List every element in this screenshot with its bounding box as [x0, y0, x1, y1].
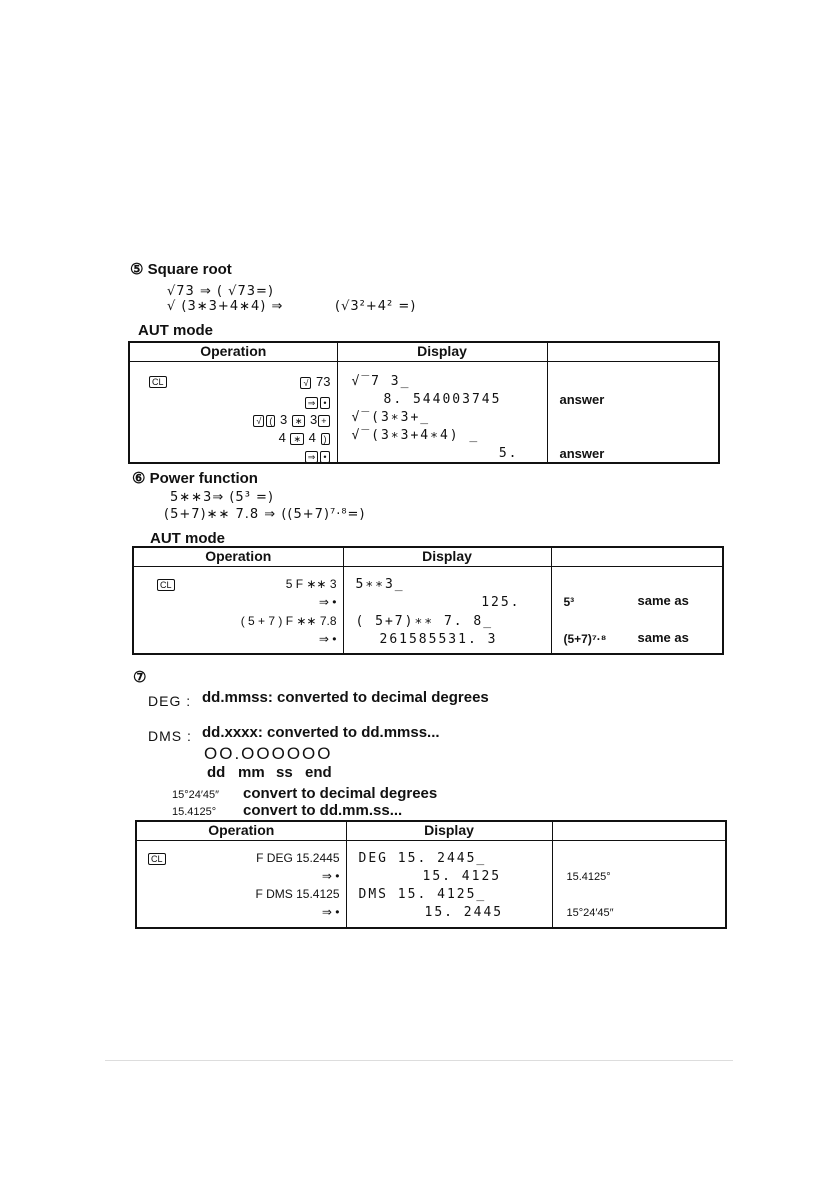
- multiply-key: ∗: [292, 415, 306, 427]
- op-row-2: ⇒ •: [321, 869, 340, 883]
- display-row-4: 261585531. 3: [379, 632, 498, 647]
- op-value: 4: [278, 430, 286, 445]
- display-row-2: 8. 544003745: [383, 392, 502, 407]
- display-row-3: DMS 15. 4125_: [358, 887, 487, 902]
- pattern-dd: dd: [207, 764, 226, 781]
- note-same-as-1: same as: [637, 593, 689, 608]
- deg-text: dd.mmss: converted to decimal degrees: [202, 689, 489, 706]
- display-row-3: ( 5+7)∗∗ 7. 8_: [355, 614, 494, 629]
- display-row-1: 5∗∗3_: [355, 577, 405, 592]
- note-answer-1: answer: [559, 392, 605, 407]
- dot-key: •: [320, 397, 329, 409]
- col-operation: Operation: [136, 821, 346, 841]
- footer-divider: [105, 1060, 733, 1061]
- square-root-table: [128, 341, 720, 464]
- op-value: 4: [308, 430, 316, 445]
- display-row-3: √‾(3∗3+_: [351, 410, 431, 425]
- deg-label: DEG :: [148, 693, 192, 709]
- op-row-3: [252, 412, 330, 427]
- op-row-3: F DMS 15.4125: [255, 887, 340, 901]
- section-title-7: ⑦: [133, 669, 147, 686]
- paren-key: (: [266, 415, 275, 427]
- example-sqrt-73: √73 ⇒ ( √73=): [167, 284, 274, 299]
- op-row-1: [299, 374, 330, 389]
- mode-label-2: AUT mode: [150, 530, 225, 547]
- example-deg-text: convert to dd.mm.ss...: [243, 802, 403, 819]
- op-row-4: [279, 430, 331, 445]
- op-row-3: ( 5 + 7 ) F ∗∗ 7.8: [240, 614, 337, 628]
- col-operation: Operation: [129, 342, 337, 362]
- op-row-2: ⇒ •: [318, 595, 337, 609]
- display-row-4: 15. 2445: [424, 905, 504, 920]
- display-row-2: 125.: [481, 595, 521, 610]
- note-dms: 15°24′45″: [566, 907, 614, 919]
- plus-key: +: [318, 415, 329, 427]
- note-5-cubed: 5³: [563, 595, 575, 609]
- col-operation: Operation: [133, 547, 343, 567]
- col-note: [547, 342, 719, 362]
- op-value: 3: [279, 412, 288, 427]
- dms-label: DMS :: [148, 728, 192, 744]
- col-note: [551, 547, 723, 567]
- section-title-square-root: ⑤ Square root: [130, 261, 232, 278]
- power-table: [132, 546, 724, 655]
- col-display: Display: [343, 547, 551, 567]
- note-answer-2: answer: [559, 446, 605, 461]
- op-value: 3: [310, 412, 318, 427]
- dot-key: •: [320, 451, 329, 463]
- sqrt-key: √: [253, 415, 264, 427]
- example-power-2: (5+7)∗∗ 7.8 ⇒ ((5+7)⁷·⁸=): [164, 507, 366, 522]
- section-title-power: ⑥ Power function: [132, 470, 258, 487]
- display-row-4: √‾(3∗3+4∗4) _: [351, 428, 480, 443]
- display-row-1: DEG 15. 2445_: [358, 851, 487, 866]
- op-row-2: [304, 394, 331, 409]
- cl-key: CL: [148, 853, 166, 865]
- col-note: [552, 821, 726, 841]
- dms-text: dd.xxxx: converted to dd.mmss...: [202, 724, 440, 741]
- col-display: Display: [337, 342, 547, 362]
- angle-table: [135, 820, 727, 929]
- op-row-1: 5 F ∗∗ 3: [285, 577, 337, 591]
- op-row-4: ⇒ •: [318, 632, 337, 646]
- example-dms-value: 15°24′45″: [172, 789, 220, 801]
- display-row-2: 15. 4125: [422, 869, 502, 884]
- example-dms-text: convert to decimal degrees: [243, 785, 438, 802]
- op-row-1: F DEG 15.2445: [256, 851, 340, 865]
- equals-key: ⇒: [305, 397, 319, 409]
- cl-key: CL: [157, 579, 175, 591]
- mode-label: AUT mode: [138, 322, 213, 339]
- example-power-1: 5∗∗3⇒ (5³ =): [170, 490, 275, 505]
- note-same-as-2: same as: [637, 630, 689, 645]
- pattern-mm: mm: [238, 764, 265, 781]
- example-deg-value: 15.4125°: [172, 806, 217, 818]
- cl-key: CL: [149, 376, 167, 388]
- note-decimal: 15.4125°: [566, 871, 611, 883]
- multiply-key: ∗: [290, 433, 304, 445]
- example-sqrt-expr-math: (√3²+4² =): [335, 299, 417, 314]
- pattern-end: end: [305, 764, 332, 781]
- op-row-4: ⇒ •: [321, 905, 340, 919]
- equals-key: ⇒: [305, 451, 319, 463]
- note-power: (5+7)⁷·⁸: [563, 632, 607, 646]
- op-row-5: [304, 448, 331, 463]
- col-display: Display: [346, 821, 552, 841]
- format-pattern: OO.OOOOOO: [204, 744, 333, 763]
- op-value: 73: [316, 374, 331, 389]
- display-row-1: √‾7 3_: [351, 374, 411, 389]
- paren-close-key: ): [321, 433, 330, 445]
- sqrt-key: √: [300, 377, 311, 389]
- display-row-5: 5.: [498, 446, 519, 461]
- example-sqrt-expr: √ (3∗3+4∗4) ⇒: [167, 299, 284, 314]
- pattern-ss: ss: [276, 764, 293, 781]
